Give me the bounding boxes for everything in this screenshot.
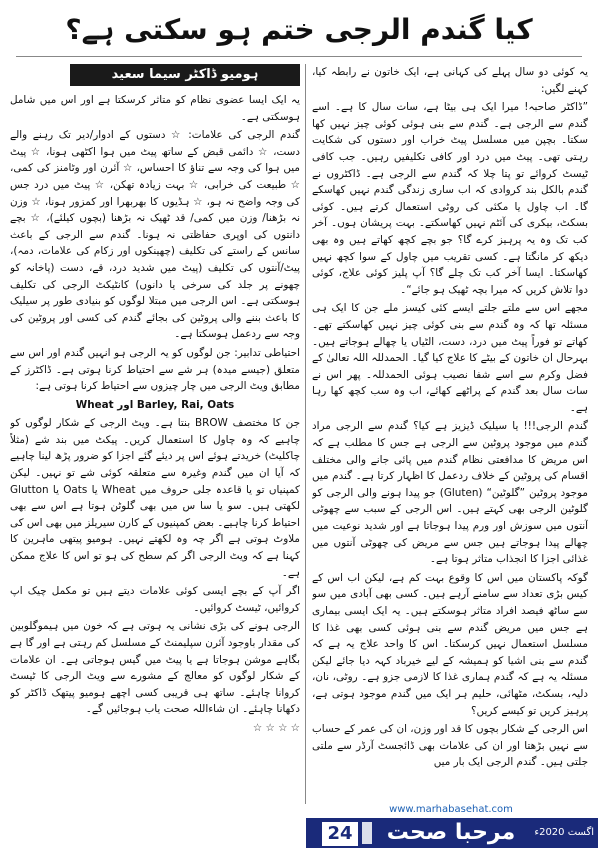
left-column (10, 64, 300, 834)
paragraph: مجھے اس سے ملتے جلتے ایسے کئی کیسز ملے جن کا ایک ہی مسئلہ تھا کہ وہ گندم سے بنی کوئی چیز نہیں کھاسکتے تھے۔ کھاتے تو فوراً پیٹ میں درد، دست، الٹیاں یا چھالے ہوجاتے ہیں۔ بہرحال ان خاتون کے بیٹے کا علاج کیا گیا۔ الحمدللہ اللہ تعالیٰ کے فضل وکرم سے اسے شفا نصیب ہوئی الحمدللہ۔ پھر اس نے سات سال بعد گندم کے پراٹھے کھائے، اب وہ سب کچھ کھا رہا ہے۔ (312, 302, 588, 414)
column-divider (305, 64, 306, 804)
paragraph: گندم الرجی!!! یا سیلیک ڈیزیز ہے کیا؟ گندم سے الرجی مراد گندم میں موجود پروٹین سے الرجی ہے جس کا مطلب ہے کہ اس مریض کا مدافعتی نظام گندم میں پائی جانے والی مختلف اقسام کی پروٹین کے خلاف ردعمل کا اظہار کرتا ہے۔ گندم میں موجود پروٹین ”گلوٹین“ (Gluten) جو پیدا ہونے والی الرجی کو گلوٹین الرجی بھی کہتے ہیں۔ اس الرجی کے سبب سے چھوٹی آنتوں میں سوزش اور ورم پیدا ہوجاتا ہے اور شدید نوعیت میں چھالے پیدا ہوجاتے ہیں جس سے مریض کی چھوٹی آنتوں میں غذائی اجزا کا انجذاب متاثر ہوتا ہے۔ (312, 420, 588, 566)
article-title: کیا گندم الرجی ختم ہو سکتی ہے؟ (65, 13, 533, 46)
right-column (312, 64, 588, 809)
paragraph: اس الرجی کے شکار بچوں کا قد اور وزن، ان کی عمر کے حساب سے نہیں بڑھتا اور ان کی علامات بھی ڈائجسٹ آرڈر سے ملتی جلتی ہیں۔ گندم الرجی ایک بار میں (312, 723, 588, 769)
paragraph: گوکہ پاکستان میں اس کا وقوع بہت کم ہے، لیکن اب اس کے کیس بڑی تعداد سے سامنے آرہے ہیں۔ کسی بھی آبادی میں سو سے ساٹھ فیصد افراد متاثر ہوسکتے ہیں۔ یہ ایک ایسی بیماری ہے جس میں مریض گندم سے بنی ہوئی کسی بھی غذا کا مسلسل استعمال نہیں کرسکتا۔ اس کا واحد علاج یہ ہے کہ گندم سے بنی اشیا کو ہمیشہ کے لیے خیرباد کہہ دیا جائے لیکن مسئلہ یہ ہے کہ گندم ہماری غذا کا لازمی جزو ہے۔ روٹی، نان، دلیہ، بسکٹ، مٹھائی، حلیم ہر ایک میں گندم موجود ہوتی ہے، پرہیز کریں تو کیسے کریں؟ (312, 571, 588, 717)
author-byline: ہومیو ڈاکٹر سیما سعید (70, 64, 300, 86)
paragraph: الرجی ہونے کی بڑی نشانی یہ ہوتی ہے کہ خون میں ہیموگلوبین کی مقدار باوجود آئرن سپلیمنٹ کے مسلسل کم رہتی ہے اور گا ہے بگاہے موشن ہوجاتا ہے یا پیٹ میں گیس ہوجاتی ہے۔ ان علامات کے شکار لوگوں کو معالج کے مشورے سے ویٹ الرجی کا ٹیسٹ کروانا چاہئے۔ ساتھ ہی قریبی کسی اچھے ہومیو پیتھک ڈاکٹر کو دکھانا چاہئے۔ ان شاءاللہ صحت یاب ہوجائیں گے۔ (10, 620, 300, 716)
paragraph: ”ڈاکٹر صاحبہ! میرا ایک ہی بیٹا ہے، سات سال کا ہے۔ اسے گندم سے الرجی ہے۔ گندم سے بنی ہوئی کوئی چیز نہیں کھا سکتا۔ بچپن میں مسلسل پیٹ خراب اور دستوں کی شکایت رہتی تھی۔ پیٹ میں درد اور کافی تکلیفیں رہیں۔ جب کافی ٹیسٹ کروائے تو پتا چلا کہ گندم سے الرجی ہے۔ ڈاکٹروں نے گندم بالکل بند کروادی کہ اب ساری زندگی گندم نہیں کھاسکے گا۔ اب چاول یا مکئی کی روٹی استعمال کرتے ہیں۔ کوئی بسکٹ، بیکری کی آئٹم نہیں کھاسکتے۔ بہت پریشان ہوں۔ آخر کب تک وہ یہ پرہیز کرے گا؟ جو بچے کچھ کھاتے ہیں وہ بھی دیکھ کر مانگتا ہے۔ کسی تقریب میں چاول کے سوا کچھ نہیں کھاسکتا۔ ایسا آخر کب تک چلے گا؟ آپ پلیز کوئی علاج، کوئی دوا تلاش کریں کہ میرا بچہ ٹھیک ہو جائے“۔ (312, 101, 588, 296)
page-number: 24 (322, 822, 358, 846)
paragraph: گندم الرجی کی علامات: ☆ دستوں کے ادوار/دیر تک رہنے والے دست، ☆ دائمی قبض کے ساتھ پیٹ میں ہوا اکٹھی ہونا، ☆ پیٹ میں ہوا کی وجہ سے تناؤ کا احساس، ☆ آئرن اور وٹامنز کی کمی، ☆ طبیعت کی خرابی، ☆ بہت زیادہ تھکن، ☆ پیٹ میں درد جس کی وجہ واضح نہ ہو، ☆ ہڈیوں کا بھربھرا اور کمزور ہونا، ☆ وزن نہ بڑھنا/ وزن میں کمی/ قد ٹھیک نہ بڑھنا (بچوں کیلئے)، ☆ بچے دانتوں کی اوپری حفاظتی نہ ہونا۔ گندم سے الرجی کے باعث سانس کے راستے کی تکلیف (چھینکوں اور زکام کی علامات، دمہ)، پیٹ/آنتوں کی تکلیف (پیٹ میں شدید درد، قے، دست (پاخانہ کو چھونے پر جلد کی سرخی یا دانوں) کانٹیکٹ الرجی کی تکلیف ہوسکتی ہے۔ اس الرجی میں مبتلا لوگوں کو بنیادی طور پر سیلیک کا باعث بننے والی پروٹین کی بجائے گندم کی کسی اور پروٹین کی وجہ سے ردعمل ہوسکتا ہے۔ (10, 129, 300, 341)
paragraph: اگر آپ کے بچے ایسی کوئی علامات دیتے ہیں تو مکمل چیک اپ کروائیں، ٹیسٹ کروائیں۔ (10, 585, 300, 614)
page-footer (306, 804, 598, 849)
website-link[interactable]: www.marhabasehat.com (389, 804, 513, 815)
paragraph: یہ ایک ایسا عضوی نظام کو متاثر کرسکتا ہے اور اس میں شامل ہوسکتی ہے۔ (10, 94, 300, 123)
grain-list: Wheat اور Barley, Rai, Oats (75, 398, 235, 411)
issue-date: اگست 2020ء (534, 827, 594, 838)
magazine-name: مرحبا صحت (386, 820, 516, 845)
end-stars: ☆ ☆ ☆ ☆ (252, 721, 300, 734)
paragraph: جن کا مختصف BROW بنتا ہے۔ ویٹ الرجی کے شکار لوگوں کو چاہیے کہ وہ چاول کا استعمال کریں۔ پیکٹ میں بند شے (مثلاً چاکلیٹ) خریدتے ہوئے اس پر دیئے گئے اجزا کو ضرور پڑھ لینا چاہیے کہ آیا ان میں گندم وغیرہ سے متعلقہ کوئی شے تو نہیں۔ لیکن کمپنیاں تو یا قاعدہ جلی حروف میں Wheat یا Oats یا Glutton لکھتی ہیں۔ سو یا سا س میں بھی گلوٹن ہوتا ہے اس سے بھی احتیاط کرنا چاہیے۔ بعض کمپنیوں کے کارن سیریلز میں بھی اس کی ملاوٹ ہوتی ہے اگر چہ وہ لکھتے نہیں۔ ہومیو پیتھی ماہرین کا کہنا ہے کہ ویٹ الرجی اگر کم سطح کی ہو تو اس کا علاج ممکن ہے۔ (10, 417, 300, 579)
paragraph: احتیاطی تدابیر: جن لوگوں کو یہ الرجی ہو انہیں گندم اور اس سے متعلق (جیسے میدہ) ہر شے سے احتیاط کرنا ہوتی ہے۔ ڈاکٹرز کے مطابق ویٹ الرجی میں چار چیزوں سے احتیاط کرنا ہوتی ہے: (10, 346, 300, 393)
logo-mark-icon (362, 822, 372, 844)
paragraph: یہ کوئی دو سال پہلے کی کہانی ہے، ایک خاتون نے رابطہ کیا، کہنے لگیں: (312, 66, 588, 95)
title-rule (16, 56, 582, 57)
